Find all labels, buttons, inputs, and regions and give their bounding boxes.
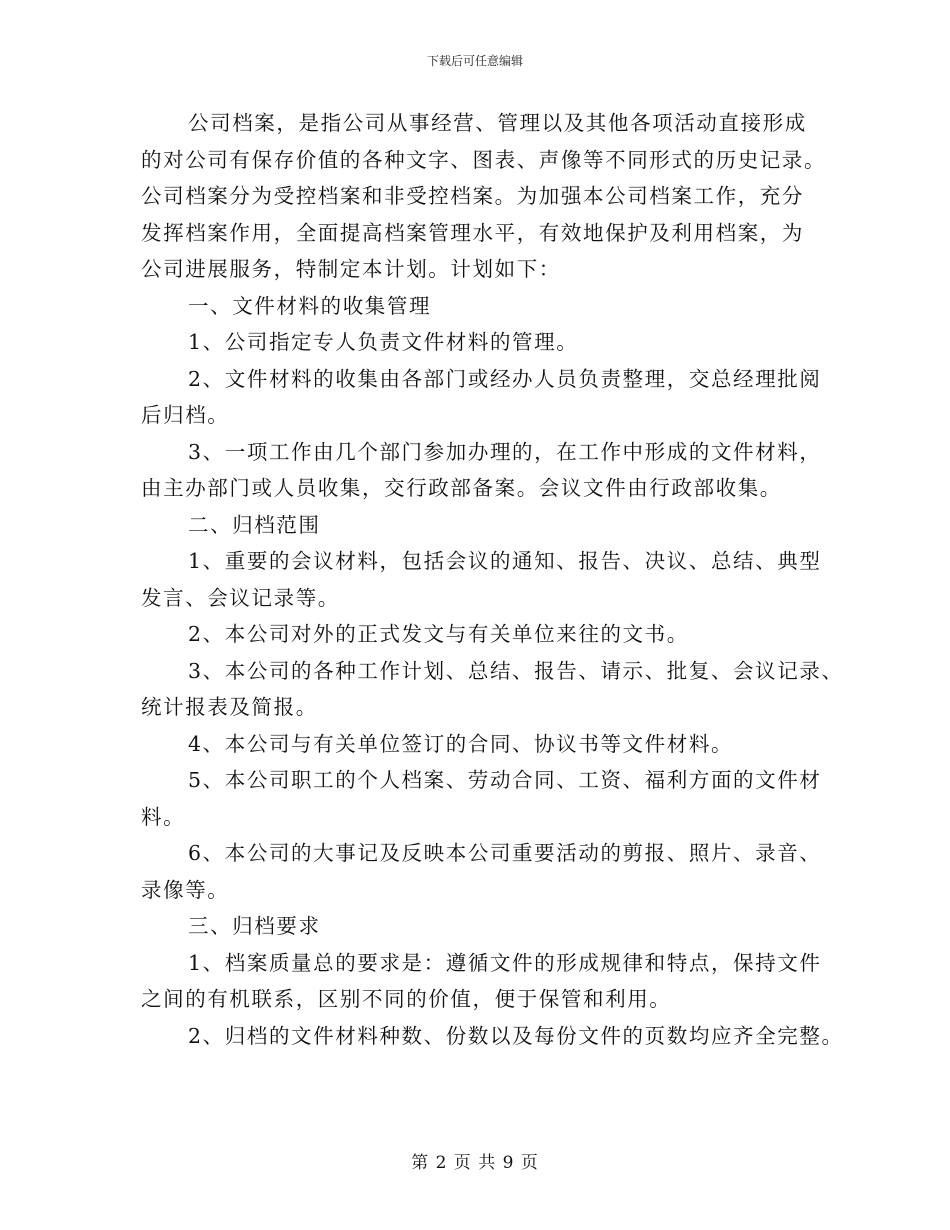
list-item-continuation: 料。: [141, 804, 186, 829]
list-item-continuation: 之间的有机联系，区别不同的价值，便于保管和利用。: [141, 987, 672, 1011]
paragraph-line: 公司档案，是指公司从事经营、管理以及其他各项活动直接形成: [188, 111, 807, 135]
list-item-continuation: 后归档。: [141, 403, 230, 427]
paragraph-line: 发挥档案作用，全面提高档案管理水平，有效地保护及利用档案，为: [141, 220, 804, 245]
list-item-continuation: 发言、会议记录等。: [141, 585, 340, 610]
section-heading: 一、文件材料的收集管理: [188, 293, 432, 318]
list-item: 3、本公司的各种工作计划、总结、报告、请示、批复、会议记录、: [188, 658, 844, 683]
document-body: [141, 105, 844, 1054]
paragraph-line: 公司进展服务，特制定本计划。计划如下：: [141, 257, 561, 281]
list-item: 5、本公司职工的个人档案、劳动合同、工资、福利方面的文件材: [188, 768, 822, 792]
list-item-continuation: 统计报表及简报。: [141, 695, 318, 719]
list-item: 1、档案质量总的要求是：遵循文件的形成规律和特点，保持文件: [188, 950, 822, 975]
list-item: 6、本公司的大事记及反映本公司重要活动的剪报、照片、录音、: [188, 841, 822, 865]
list-item: 4、本公司与有关单位签订的合同、协议书等文件材料。: [188, 731, 734, 756]
paragraph-line: 公司档案分为受控档案和非受控档案。为加强本公司档案工作，充分: [141, 184, 804, 208]
list-item: 1、公司指定专人负责文件材料的管理。: [188, 330, 579, 354]
list-item-continuation: 录像等。: [141, 877, 230, 902]
list-item: 2、本公司对外的正式发文与有关单位来往的文书。: [188, 622, 689, 646]
page-header-note: 下载后可任意编辑: [426, 54, 523, 68]
section-heading: 三、归档要求: [188, 914, 321, 938]
list-item: 3、一项工作由几个部门参加办理的，在工作中形成的文件材料，: [188, 439, 822, 464]
section-heading: 二、归档范围: [188, 512, 321, 537]
page-number: 第 2 页 共 9 页: [411, 1153, 539, 1173]
list-item-continuation: 由主办部门或人员收集，交行政部备案。会议文件由行政部收集。: [141, 476, 782, 500]
paragraph-line: 的对公司有保存价值的各种文字、图表、声像等不同形式的历史记录。: [141, 147, 827, 172]
list-item: 1、重要的会议材料，包括会议的通知、报告、决议、总结、典型: [188, 549, 822, 573]
list-item: 2、归档的文件材料种数、份数以及每份文件的页数均应齐全完整。: [188, 1023, 844, 1048]
list-item: 2、文件材料的收集由各部门或经办人员负责整理，交总经理批阅: [188, 366, 822, 391]
